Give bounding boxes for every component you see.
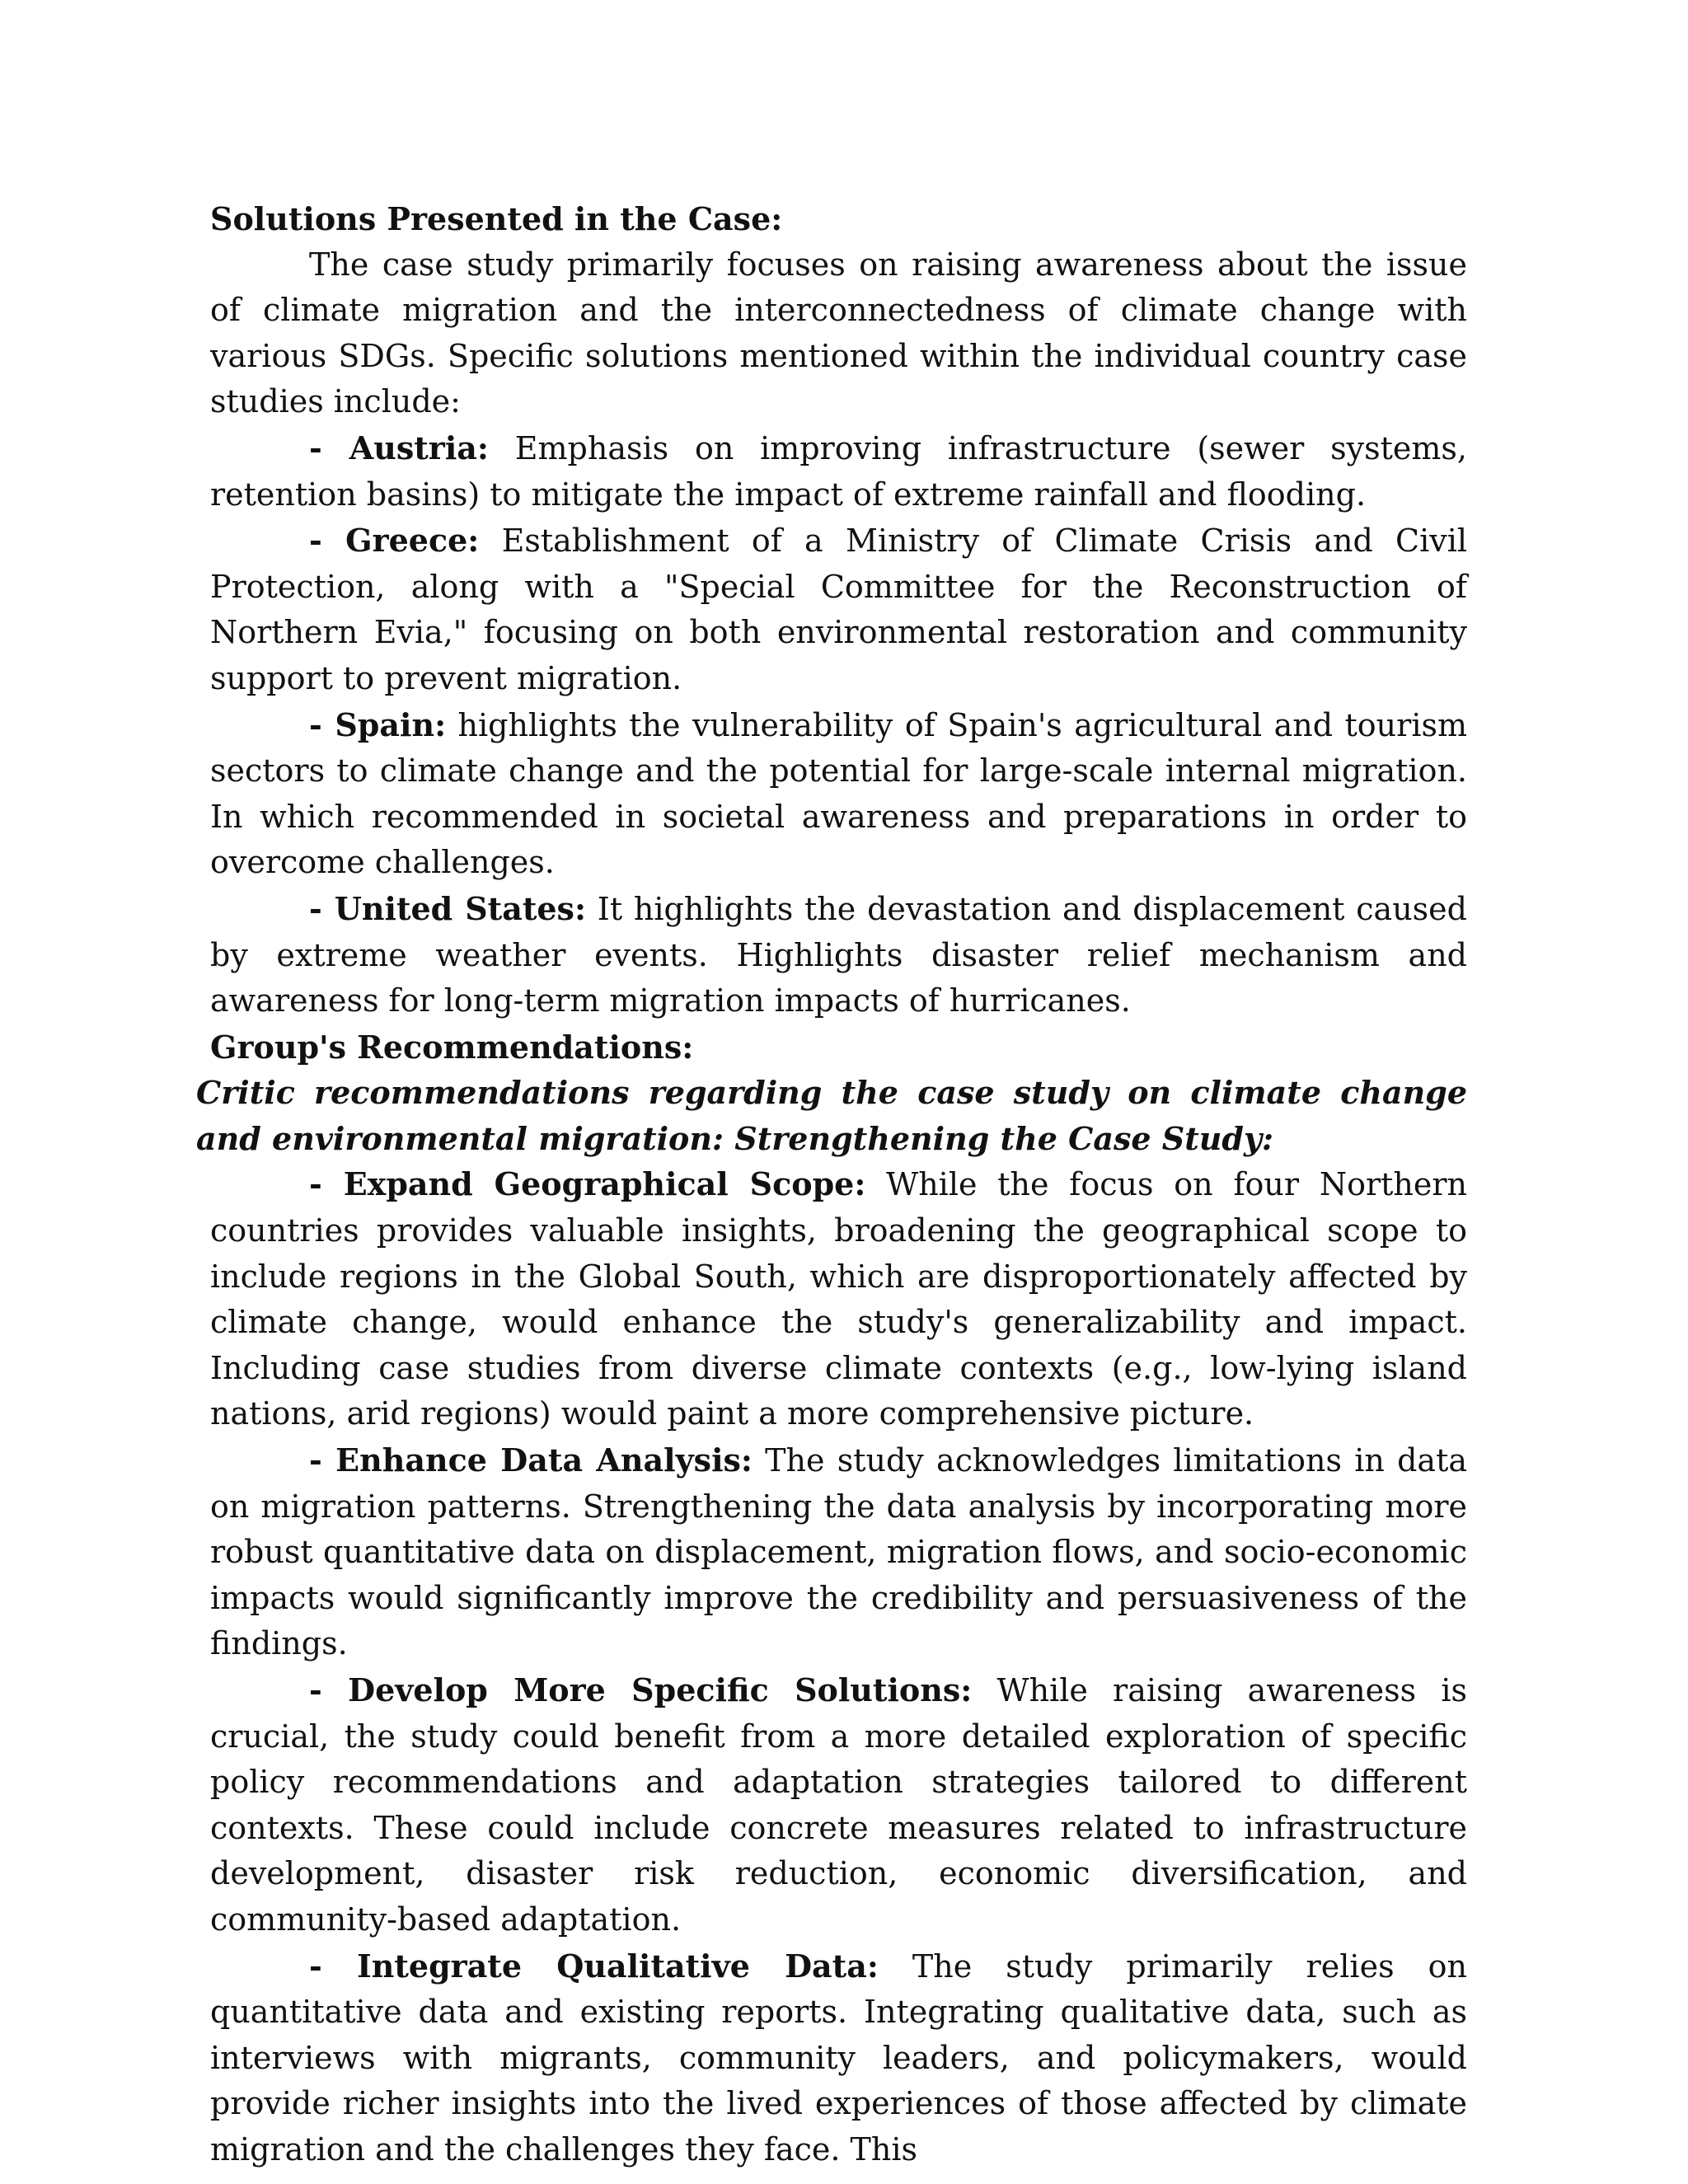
solution-lead: - Austria: [309, 429, 489, 466]
solutions-heading: Solutions Presented in the Case: [210, 200, 783, 237]
document-page [196, 196, 1468, 2173]
solution-text: highlights the vulnerability of Spain's agricultural and tourism sectors to climate change and the potential for large-scale internal migration. In which recommended in societal awareness and preparations in order to overcome challenges. [210, 706, 1468, 881]
solution-item-greece [210, 518, 1467, 701]
recommendation-lead: - Enhance Data Analysis: [309, 1441, 753, 1479]
recommendation-lead: - Expand Geographical Scope: [309, 1165, 866, 1203]
solution-text: Emphasis on improving infrastructure (sewer systems, retention basins) to mitigate the impact of extreme rainfall and flooding. [210, 429, 1468, 513]
solution-lead: - Spain: [309, 705, 447, 743]
solution-item-spain [210, 702, 1467, 886]
solution-lead: - Greece: [309, 522, 480, 560]
recommendation-item-geographical-scope [210, 1161, 1467, 1437]
recommendation-item-data-analysis [210, 1437, 1467, 1667]
solution-item-austria [210, 425, 1467, 518]
solution-text: Establishment of a Ministry of Climate Crisis and Civil Protection, along with a "Special Committee for the Reconstruction of Northern Evia," focusing on both environmental restoration and community support to prevent migration. [210, 523, 1468, 696]
recommendation-item-qualitative-data [210, 1943, 1467, 2173]
solution-lead: - United States: [309, 889, 586, 927]
recommendation-text: The study acknowledges limitations in data on migration patterns. Strengthening the data analysis by incorporating more robust quantitative data on displacement, migration flows, and socio-economic impacts would significantly improve the credibility and persuasiveness of the findings. [210, 1442, 1467, 1662]
solution-item-united-states [210, 886, 1467, 1024]
recommendation-text: While raising awareness is crucial, the study could benefit from a more detailed exploration of specific policy recommendations and adaptation strategies tailored to different contexts. These could include concrete measures related to infrastructure development, disaster risk reduction, economic diversification, and community-based adaptation. [210, 1672, 1467, 1938]
recommendation-text: While the focus on four Northern countries provides valuable insights, broadening the geographical scope to include regions in the Global South, which are disproportionately affected by climate change, would enhance the study's generalizability and impact. Including case studies from diverse climate contexts (e.g., low-lying island nations, arid regions) would paint a more comprehensive picture. [210, 1166, 1467, 1432]
recommendation-lead: - Develop More Specific Solutions: [309, 1671, 973, 1708]
solutions-intro: The case study primarily focuses on raising awareness about the issue of climate migration and the interconnectedness of climate change with various SDGs. Specific solutions mentioned within the individual country case studies include: [210, 246, 1467, 420]
recommendation-text: The study primarily relies on quantitative data and existing reports. Integrating qualitative data, such as interviews with migrants, community leaders, and policymakers, would provide richer insights into the lived experiences of those affected by climate migration and the challenges they face. This [210, 1947, 1467, 2168]
recommendation-lead: - Integrate Qualitative Data: [309, 1947, 879, 1985]
solution-text: It highlights the devastation and displacement caused by extreme weather events. Highlights disaster relief mechanism and awareness for long-term migration impacts of hurricanes. [210, 890, 1467, 1019]
recommendations-heading: Group's Recommendations: [210, 1028, 694, 1066]
recommendations-subheading: Critic recommendations regarding the case study on climate change and environmental migration: Strengthening the Case Study: [196, 1074, 1467, 1157]
recommendation-item-specific-solutions [210, 1667, 1467, 1943]
